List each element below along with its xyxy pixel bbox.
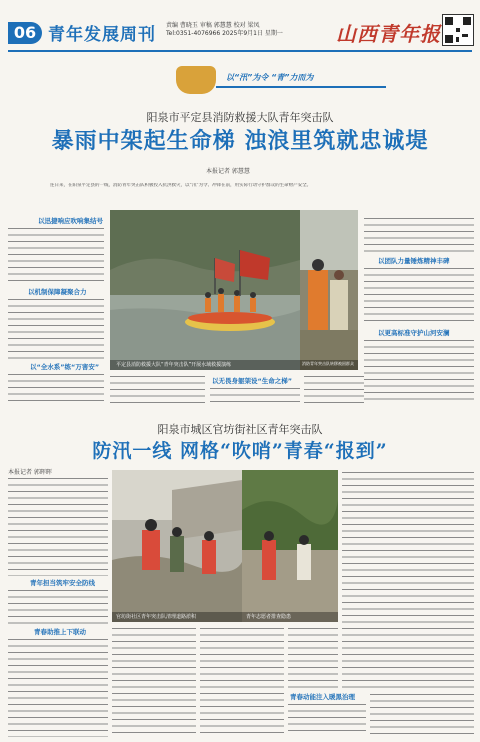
article1-section-heading: 以机制保障凝聚合力 [28,288,87,296]
article1-byline: 本报记者 郭慧慧 [206,168,250,175]
article1-body-text [8,297,104,359]
article1-photo-evacuation [300,210,358,370]
edition-meta [166,22,283,38]
page-number: 06 [8,22,42,44]
date-line: Tel:0351-4076966 2025年9月1日 星期一 [166,30,283,37]
article1-section-heading: 以更高标准守护山河安澜 [378,329,450,337]
article2-photo-cleanup [112,470,242,622]
article2-photo-inspection [242,470,338,622]
article2-body-text [112,626,196,736]
article2-subtitle: 阳泉市城区官坊街社区青年突击队 [157,423,323,436]
section-title: 青年发展周刊 [48,25,156,45]
article2-body-text [8,588,108,624]
campaign-banner [176,72,386,90]
article1-body-text [364,338,474,404]
article1-body-text [210,386,300,404]
photo-caption: 消防青年突击队转移被困群众 [302,361,354,366]
article2-body-text [200,626,284,736]
article2-byline: 本报记者 郭晖晖 [8,469,52,476]
article1-headline: 暴雨中架起生命梯 浊浪里筑就忠诚堤 [51,128,429,154]
article2-body-text [288,626,338,688]
photo-caption: 平定县消防救援大队“青年突击队”开展水域救援演练 [116,362,232,368]
header-rule [8,50,472,52]
article1-body-text [304,374,364,404]
article1-body-text [364,266,474,326]
article2-body-text [8,637,108,737]
photo-caption: 官坊街社区青年突击队清理道路淤积 [116,614,197,620]
article2-section-heading: 青年担当筑牢安全防线 [30,579,95,587]
article1-section-heading: 以团队力量锤炼精神丰碑 [378,257,450,265]
article2-body-text [8,476,108,576]
article1-section-heading: 以迅捷响应吹响集结号 [38,217,103,225]
banner-slogan: 以“汛”为令 “青”力而为 [226,73,314,82]
article1-section-heading: 以无畏身躯架设“生命之梯” [212,377,293,385]
article2-body-text [288,702,366,736]
flood-badge-icon [176,66,216,94]
article1-body-text [110,374,205,404]
article2-section-heading: 青春动能注入暖黑治理 [290,693,355,701]
article2-section-heading: 青春助推上下联动 [34,628,86,636]
editor-line: 责编 曹晓玉 审稿 郭慧慧 校对 梁凤 [166,22,260,29]
qr-code-icon [442,14,474,46]
article1-lead: 连日来，在阳泉平定县的一线，消防青年突击队积极投入抗洪救灾，以“汛”为令、冲锋在前，用实际行动守护群众的生命财产安全。 [50,183,312,188]
banner-underline [216,86,386,88]
article2-body-text [370,692,474,736]
article1-body-text [8,226,104,284]
article1-body-text [364,216,474,254]
article1-body-text [8,372,104,402]
article1-section-heading: 以“全水系”练“万害安” [30,363,100,371]
masthead-logo: 山西青年报 [336,22,441,46]
article2-headline: 防汛一线 网格“吹哨”青春“报到” [92,440,388,462]
article1-photo-rescue [110,210,300,370]
article1-subtitle: 阳泉市平定县消防救援大队青年突击队 [146,111,334,124]
article2-body-text [342,470,474,688]
photo-caption: 青年志愿者排查隐患 [246,614,292,620]
